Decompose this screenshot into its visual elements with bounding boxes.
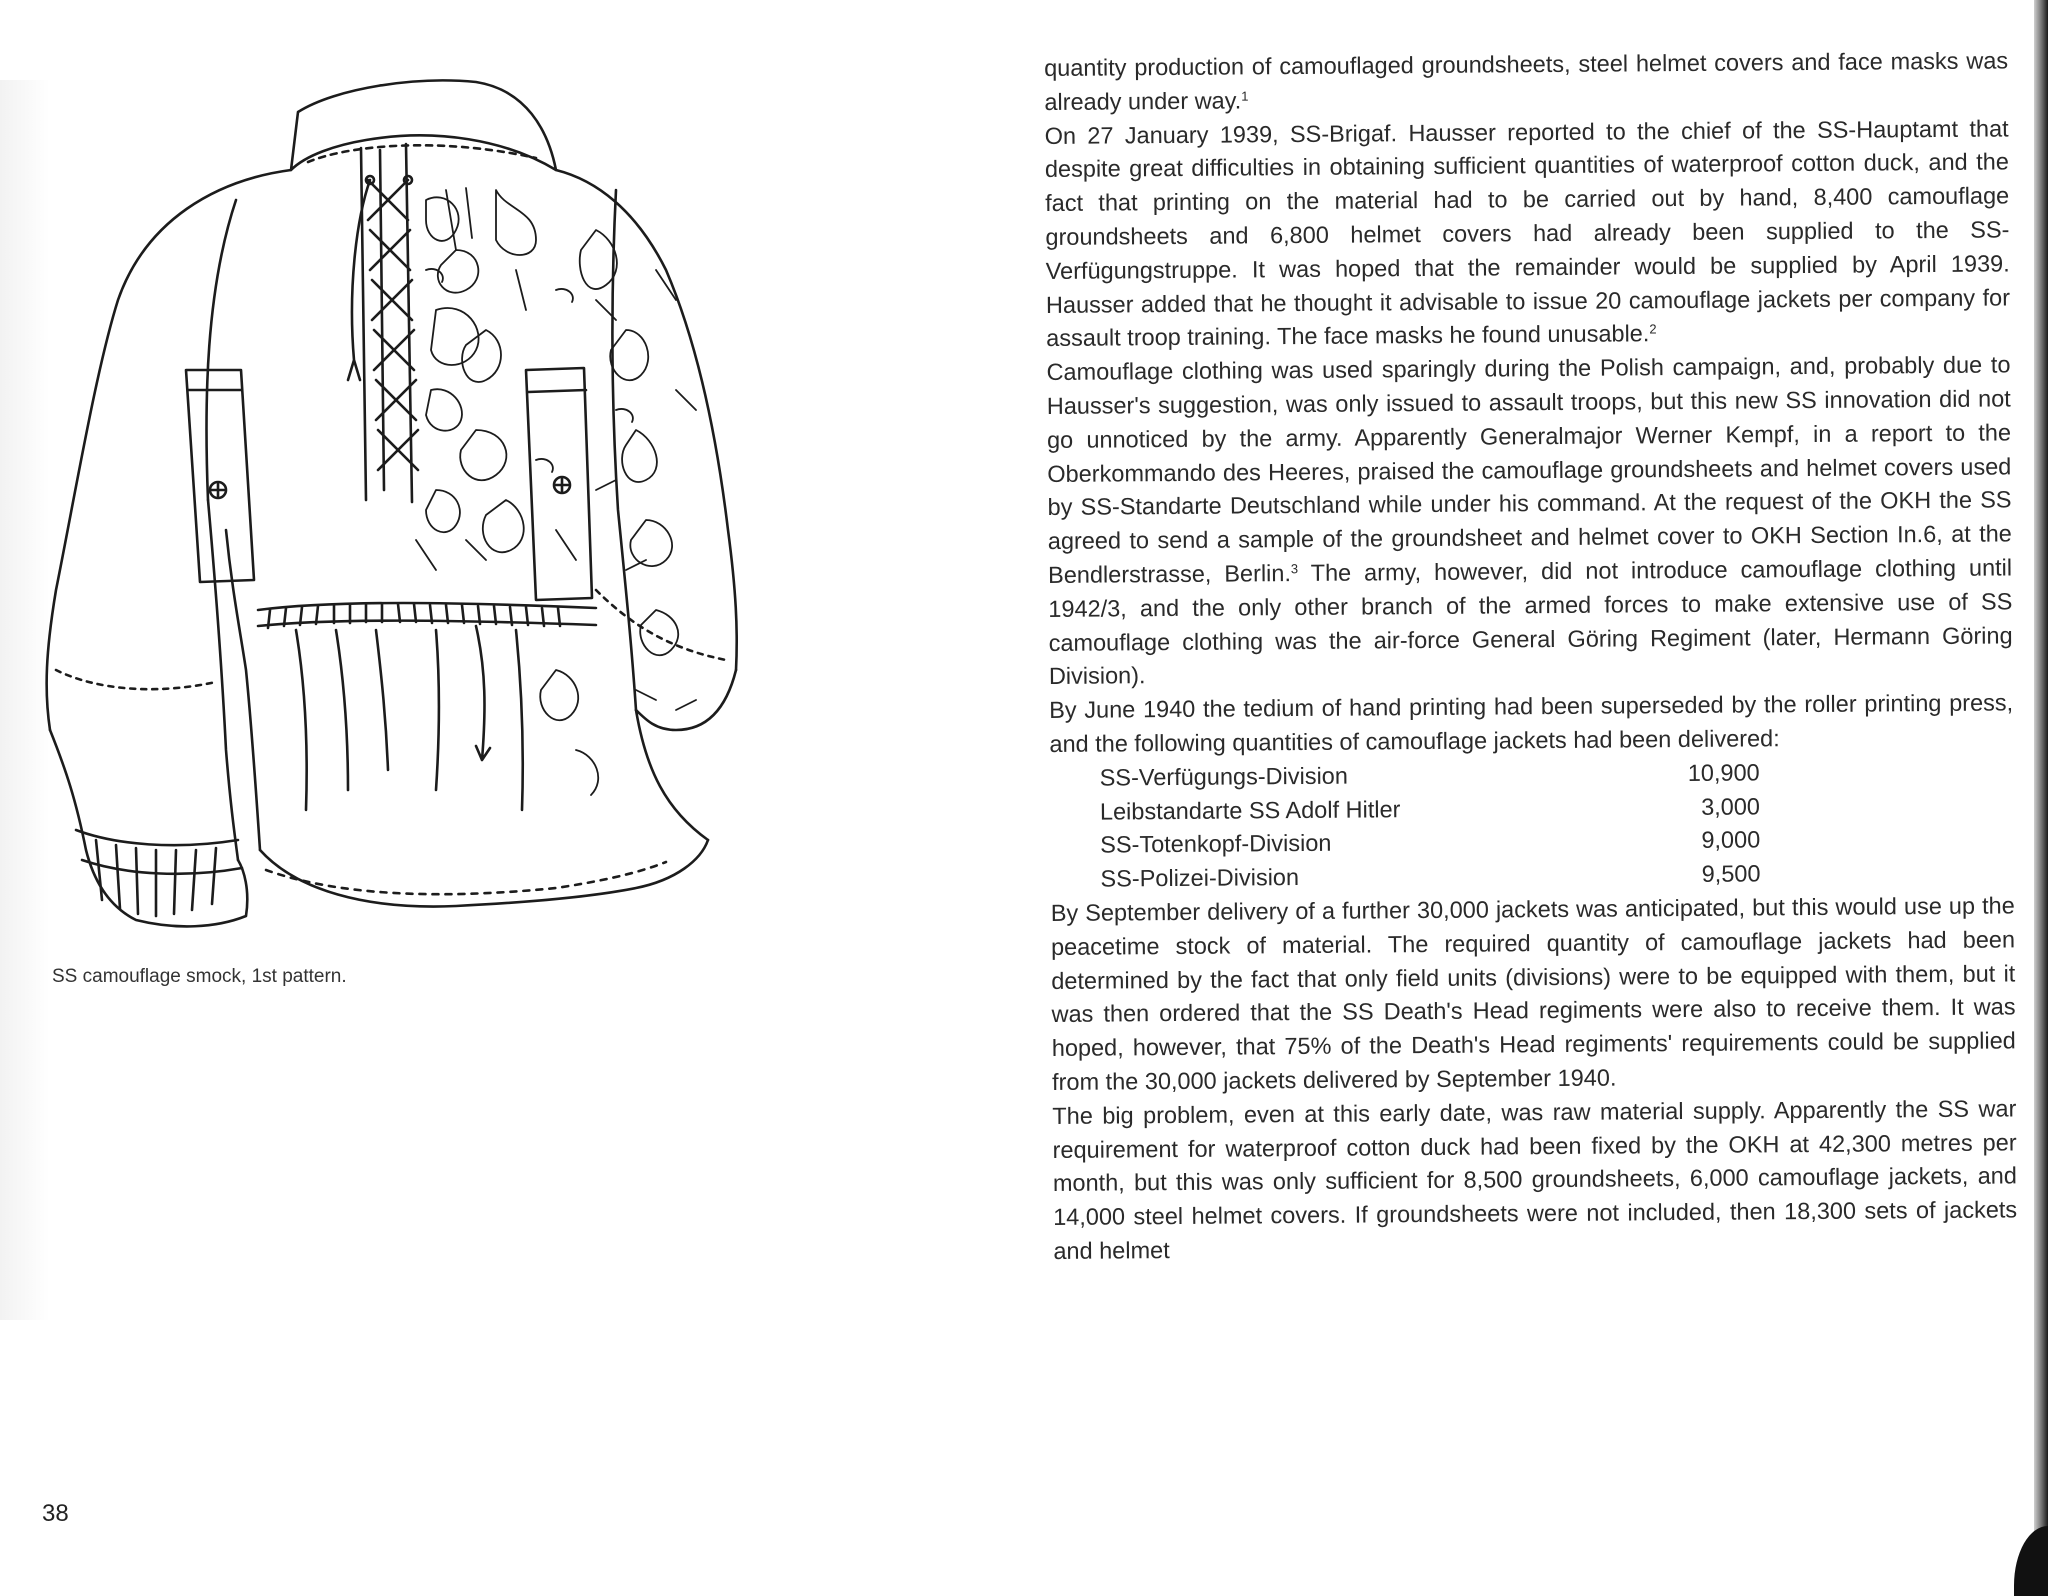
camouflage-smock-drawing-icon xyxy=(36,70,756,950)
paragraph-4 xyxy=(1049,687,2014,762)
paragraph-text: The army, however, did not introduce camouflage clothing until 1942/3, and the only other branch of the armed forces to make extensive use of SS camouflage clothing was the air-force General Göring Regiment (later, Hermann Göring Division). xyxy=(1048,554,2013,690)
table-row xyxy=(1100,790,1760,829)
paragraph-text: The big problem, even at this early date, was raw material supply. Apparently the SS war requirement for waterproof cotton duck had been fixed by the OKH at 42,300 metres per month, but this was only sufficient for 8,500 groundsheets, 6,000 camouflage jackets, and 14,000 steel helmet covers. If groundsheets were not included, then 18,300 sets of jackets and helmet xyxy=(1052,1095,2018,1264)
unit-quantity: 3,000 xyxy=(1701,792,1761,820)
footnote-ref: 1 xyxy=(1241,88,1249,104)
smock-right-sleeve xyxy=(556,170,737,670)
table-row xyxy=(1100,858,1760,897)
unit-quantity: 9,500 xyxy=(1701,860,1761,887)
paragraph-2 xyxy=(1045,112,2011,356)
unit-name: Leibstandarte SS Adolf Hitler xyxy=(1099,795,1401,825)
table-row xyxy=(1100,756,1760,795)
footnote-ref: 3 xyxy=(1290,561,1299,577)
deliveries-table xyxy=(1100,756,1761,896)
smock-left-sleeve xyxy=(47,170,291,730)
table-row xyxy=(1100,824,1760,863)
unit-quantity: 10,900 xyxy=(1687,759,1760,786)
book-binding xyxy=(2034,0,2048,1596)
paragraph-text: Camouflage clothing was used sparingly during the Polish campaign, and, probably due to Hausser's suggestion, was only issued to assault troops, but this new SS innovation did not go unnoticed by the army. Apparently Generalmajor Werner Kempf, in a report to the Oberkommando des Heeres, praised the camouflage groundsheets and helmet covers used by SS-Standarte Deutschland while under his command. At the request of the OKH the SS agreed to send a sample of the groundsheet and helmet cover to OKH Section In.6, at the Bendlerstrasse, Berlin. xyxy=(1046,351,2012,588)
smock-collar xyxy=(291,80,556,170)
paragraph-text: By September delivery of a further 30,000 jackets was anticipated, but this would use up the peacetime stock of material. The required quantity of camouflage jackets had been determined by the fact that only field units (divisions) were to be equipped with them, but it was then ordered that the SS Death's Head regiments were also to receive them. It was hoped, however, that 75% of the Death's Head regiments' requirements could be supplied from the 30,000 jackets delivered by September 1940. xyxy=(1050,892,2016,1095)
smock-hem xyxy=(260,840,708,907)
body-text-column xyxy=(1044,44,2018,1268)
paragraph-1 xyxy=(1044,44,2009,119)
smock-left-pocket xyxy=(186,370,254,582)
smock-left-cuff xyxy=(50,730,247,926)
book-binding-corner xyxy=(2014,1526,2048,1596)
unit-name: SS-Verfügungs-Division xyxy=(1099,762,1348,791)
paragraph-5 xyxy=(1051,889,2017,1099)
unit-name: SS-Polizei-Division xyxy=(1100,864,1300,892)
paragraph-3 xyxy=(1046,349,2013,695)
unit-name: SS-Totenkopf-Division xyxy=(1100,830,1332,858)
paragraph-text: quantity production of camouflaged groundsheets, steel helmet covers and face masks was already under way. xyxy=(1044,47,2009,115)
paragraph-6 xyxy=(1052,1092,2017,1269)
unit-quantity: 9,000 xyxy=(1701,826,1761,854)
page-number: 38 xyxy=(42,1500,69,1527)
figure-caption: SS camouflage smock, 1st pattern. xyxy=(52,966,347,987)
footnote-ref: 2 xyxy=(1649,321,1657,337)
smock-waist-gather xyxy=(258,603,596,610)
paragraph-text: On 27 January 1939, SS-Brigaf. Hausser reported to the chief of the SS-Hauptamt that despite great difficulties in obtaining sufficient quantities of waterproof cotton duck, and the fact that printing on the material had to be carried out by hand, 8,400 camouflage groundsheets and 6,800 helmet covers had already been supplied to the SS-Verfügungstruppe. It was hoped that the remainder would be supplied by April 1939. Hausser added that he thought it advisable to issue 20 camouflage jackets per company for assault troop training. The face masks he found unusable. xyxy=(1044,115,2011,352)
paragraph-text: By June 1940 the tedium of hand printing had been superseded by the roller printing press, and the following quantities of camouflage jackets had been delivered: xyxy=(1049,689,2014,757)
